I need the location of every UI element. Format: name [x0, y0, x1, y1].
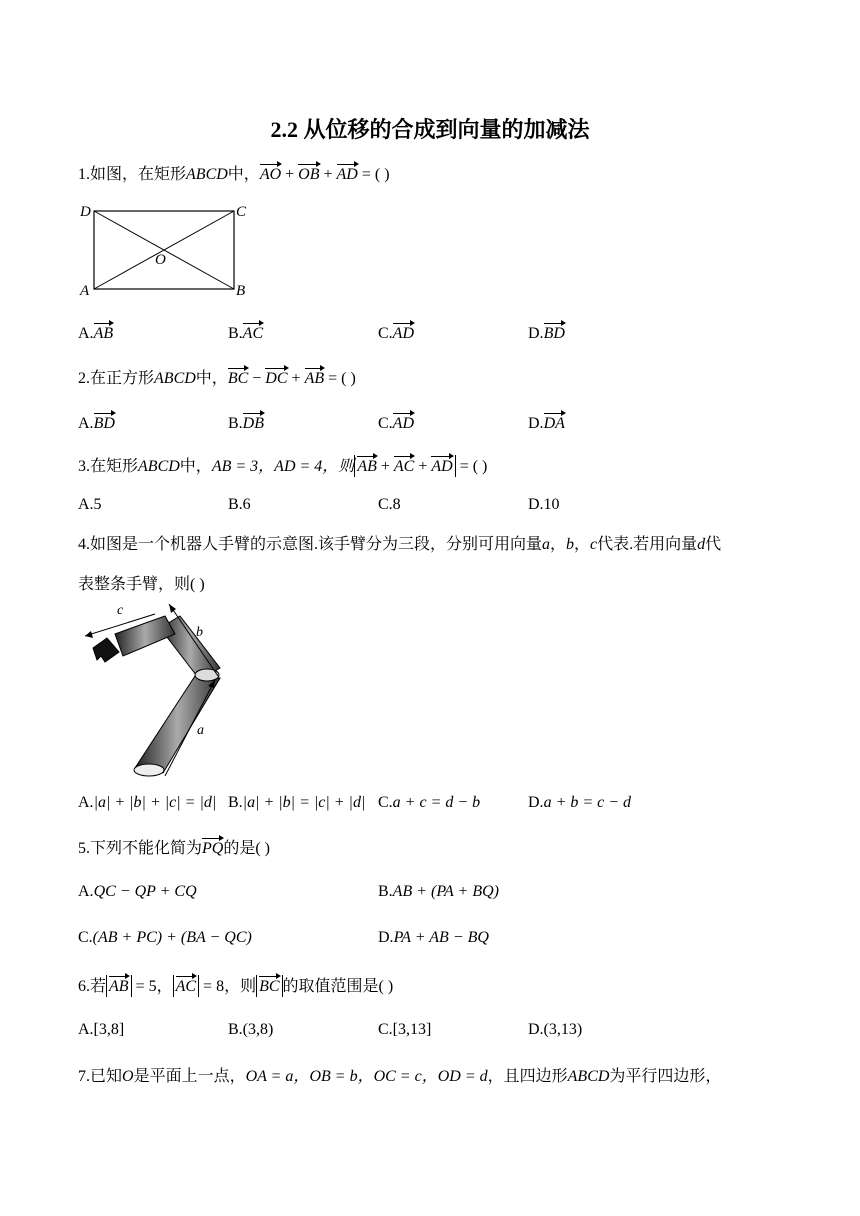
q6-option-d: D.(3,13) [528, 1021, 583, 1038]
arm-label-c: c [117, 603, 124, 618]
q6-option-b: B.(3,8) [228, 1021, 274, 1038]
q2-option-a: A.BD [78, 412, 115, 434]
page-title: 2.2 从位移的合成到向量的加减法 [270, 117, 590, 142]
q2-option-c: C.AD [378, 412, 414, 434]
q5-option-d: D.PA + AB − BQ [378, 929, 489, 946]
label-b: B [236, 283, 246, 299]
rectangle-diagram [72, 200, 262, 300]
q2-option-b: B.DB [228, 412, 264, 434]
arm-label-a: a [197, 723, 204, 738]
q1-option-b: B.AC [228, 322, 263, 344]
q2-option-d: D.DA [528, 412, 565, 434]
question-1-stem [78, 163, 390, 185]
q1-vector-3: AD [337, 163, 358, 185]
label-d: D [80, 204, 91, 220]
question-5-stem: 5.下列不能化简为PQ的是( ) [78, 837, 270, 859]
q1-op1: + [281, 166, 299, 183]
q4-option-c: C.a + c = d − b [378, 794, 481, 811]
q3-option-c: C.8 [378, 496, 401, 513]
label-a: A [80, 283, 90, 299]
q3-option-d: D.10 [528, 496, 560, 513]
arm-label-b: b [196, 625, 203, 640]
q1-vector-1: AO [260, 163, 281, 185]
q1-option-a: A.AB [78, 322, 113, 344]
q5-option-b: B.AB + (PA + BQ) [378, 883, 499, 900]
q3-option-a: A.5 [78, 496, 102, 513]
q1-op2: + [319, 166, 337, 183]
q4-option-d: D.a + b = c − d [528, 794, 632, 811]
q5-option-a: A.QC − QP + CQ [78, 883, 197, 900]
question-4-stem-line2: 表整条手臂，则( ) [78, 576, 205, 593]
q1-option-d: D.BD [528, 322, 565, 344]
question-6-stem: 6.若 AB = 5， AC = 8，则 BC 的取值范围是( ) [78, 975, 393, 997]
label-o: O [155, 252, 166, 268]
q5-option-c: C.(AB + PC) + (BA − QC) [78, 929, 252, 946]
q6-option-c: C.[3,13] [378, 1021, 432, 1038]
robot-arm-diagram [75, 598, 245, 783]
q1-option-c: C.AD [378, 322, 414, 344]
label-c: C [236, 204, 247, 220]
question-3-stem: 3.在矩形ABCD中，AB = 3，AD = 4，则 AB + AC + AD = ( ) [78, 455, 487, 477]
q1-mid: 中， [227, 166, 260, 183]
q4-option-b: B.|a| + |b| = |c| + |d| [228, 794, 366, 811]
q1-tail: = ( ) [357, 166, 390, 183]
q3-option-b: B.6 [228, 496, 251, 513]
question-4-stem-line1: 4.如图是一个机器人手臂的示意图.该手臂分为三段，分别可用向量a，b，c代表.若用向量d代 [78, 536, 722, 553]
q1-prefix: 1.如图，在矩形 [78, 166, 187, 183]
question-2-stem: 2.在正方形ABCD中，BC − DC + AB = ( ) [78, 367, 356, 389]
q4-option-a: A.|a| + |b| + |c| = |d| [78, 794, 217, 811]
question-7-stem: 7.已知O是平面上一点，OA = a，OB = b，OC = c，OD = d，且四边形ABCD为平行四边形， [78, 1068, 722, 1085]
q1-vector-2: OB [298, 163, 319, 185]
q1-rect-name: ABCD [186, 166, 228, 183]
q6-option-a: A.[3,8] [78, 1021, 125, 1038]
